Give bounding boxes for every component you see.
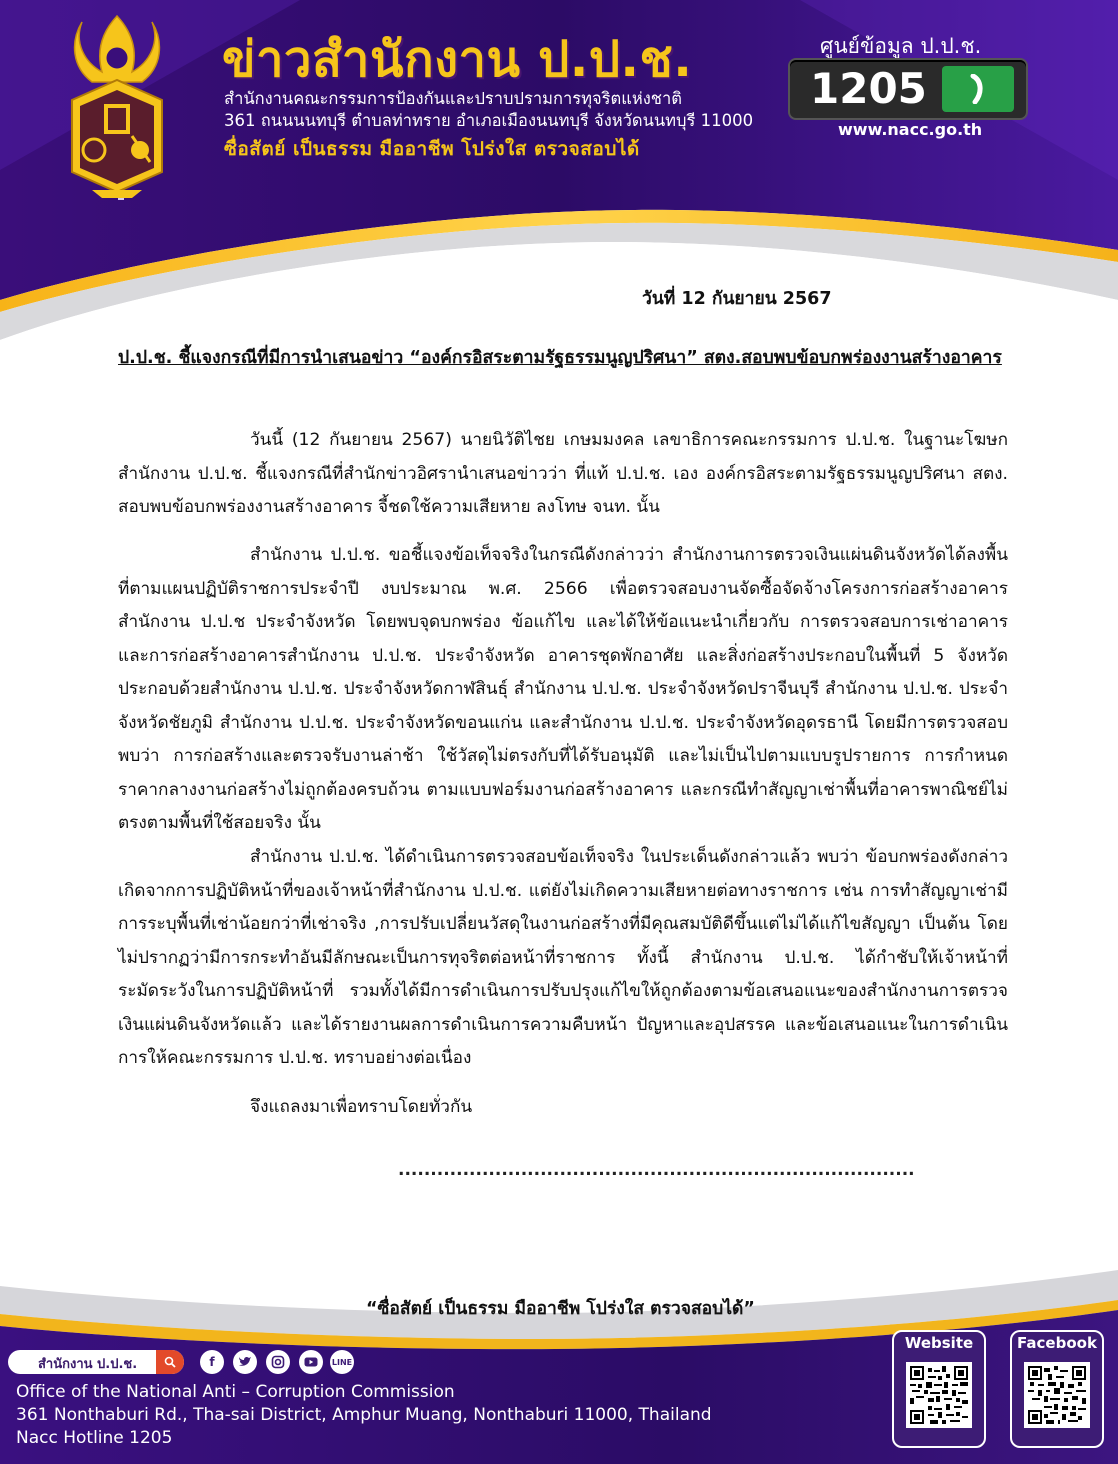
phone-icon	[942, 66, 1014, 112]
closing-line: จึงแถลงมาเพื่อทราบโดยทั่วกัน	[250, 1097, 473, 1117]
document-date: วันที่ 12 กันยายน 2567	[642, 289, 832, 309]
document-headline: ป.ป.ช. ชี้แจงกรณีที่มีการนำเสนอข่าว “องค์กรอิสระตามรัฐธรรมนูญปริศนา” สตง.สอบพบข้อบกพร่องงานสร้างอาคาร	[118, 348, 1002, 368]
footer-org-english: Office of the National Anti – Corruption Commission	[16, 1382, 455, 1402]
paragraph-3	[118, 841, 1008, 1076]
signature-separator: ................................................................................	[398, 1160, 915, 1180]
website-qr-card[interactable]	[892, 1330, 986, 1448]
hotline-number: 1205	[810, 64, 927, 113]
footer-address-english: 361 Nonthaburi Rd., Tha-sai District, Amphur Muang, Nonthaburi 11000, Thailand	[16, 1405, 712, 1425]
search-icon[interactable]	[156, 1350, 184, 1374]
paragraph-3-text: สำนักงาน ป.ป.ช. ได้ดำเนินการตรวจสอบข้อเท็จจริง ในประเด็นดังกล่าวแล้ว พบว่า ข้อบกพร่องดังกล่าวเกิดจากการปฏิบัติหน้าที่ของเจ้าหน้าที่สำนักงาน ป.ป.ช. แต่ยังไม่เกิดความเสียหายต่อทางราชการ เช่น การทำสัญญาเช่ามีการระบุพื้นที่เช่าน้อยกว่าที่เช่าจริง ,การปรับเปลี่ยนวัสดุในงานก่อสร้างที่มีคุณสมบัติดีขึ้นแต่ไม่ได้แก้ไขสัญญา เป็นต้น โดยไม่ปรากฏว่ามีการกระทำอันมีลักษณะเป็นการทุจริตต่อหน้าที่ราชการ ทั้งนี้ สำนักงาน ป.ป.ช. ได้กำชับให้เจ้าหน้าที่ระมัดระวังในการปฏิบัติหน้าที่ รวมทั้งได้มีการดำเนินการปรับปรุงแก้ไขให้ถูกต้องตามข้อเสนอแนะของสำนักงานการตรวจเงินแผ่นดินจังหวัดแล้ว และได้รายงานผลการดำเนินการความคืบหน้า ปัญหาและอุปสรรค และข้อเสนอแนะในการดำเนินการให้คณะกรรมการ ป.ป.ช. ทราบอย่างต่อเนื่อง	[118, 847, 1008, 1068]
nacc-emblem-logo	[62, 12, 172, 202]
footer-slogan: “ซื่อสัตย์ เป็นธรรม มืออาชีพ โปร่งใส ตรวจสอบได้”	[366, 1299, 755, 1319]
facebook-icon[interactable]: f	[200, 1350, 224, 1374]
footer-search-label: สำนักงาน ป.ป.ช.	[38, 1357, 138, 1372]
website-qr-code-icon	[906, 1362, 972, 1428]
header-website: www.nacc.go.th	[838, 120, 983, 139]
info-center-label: ศูนย์ข้อมูล ป.ป.ช.	[820, 34, 982, 58]
twitter-icon[interactable]	[233, 1350, 257, 1374]
header-title: ข่าวสำนักงาน ป.ป.ช.	[222, 31, 693, 88]
instagram-icon[interactable]	[266, 1350, 290, 1374]
facebook-qr-label: Facebook	[1017, 1334, 1097, 1352]
paragraph-1	[118, 424, 1008, 525]
hotline-badge	[790, 60, 1026, 118]
footer-hotline: Nacc Hotline 1205	[16, 1428, 173, 1448]
footer-search-box[interactable]	[8, 1350, 184, 1374]
line-icon[interactable]: LINE	[330, 1350, 354, 1374]
paragraph-1-text: วันนี้ (12 กันยายน 2567) นายนิวัติไชย เกษมมงคล เลขาธิการคณะกรรมการ ป.ป.ช. ในฐานะโฆษกสำนักงาน ป.ป.ช. ชี้แจงกรณีที่สำนักข่าวอิศรานำเสนอข่าวว่า ที่แท้ ป.ป.ช. เอง องค์กรอิสระตามรัฐธรรมนูญปริศนา สตง. สอบพบข้อบกพร่องงานสร้างอาคาร จี้ชดใช้ความเสียหาย ลงโทษ จนท. นั้น	[118, 430, 1008, 517]
youtube-icon[interactable]	[299, 1350, 323, 1374]
facebook-qr-code-icon	[1024, 1362, 1090, 1428]
paragraph-2-text: สำนักงาน ป.ป.ช. ขอชี้แจงข้อเท็จจริงในกรณีดังกล่าวว่า สำนักงานการตรวจเงินแผ่นดินจังหวัดได้ลงพื้นที่ตามแผนปฏิบัติราชการประจำปี งบประมาณ พ.ศ. 2566 เพื่อตรวจสอบงานจัดซื้อจัดจ้างโครงการก่อสร้างอาคารสำนักงาน ป.ป.ช ประจำจังหวัด โดยพบจุดบกพร่อง ข้อแก้ไข และได้ให้ข้อแนะนำเกี่ยวกับ การตรวจสอบการเช่าอาคาร และการก่อสร้างอาคารสำนักงาน ป.ป.ช. ประจำจังหวัด อาคารชุดพักอาศัย และสิ่งก่อสร้างประกอบในพื้นที่ 5 จังหวัด ประกอบด้วยสำนักงาน ป.ป.ช. ประจำจังหวัดกาฬสินธุ์ สำนักงาน ป.ป.ช. ประจำจังหวัดปราจีนบุรี สำนักงาน ป.ป.ช. ประจำจังหวัดชัยภูมิ สำนักงาน ป.ป.ช. ประจำจังหวัดขอนแก่น และสำนักงาน ป.ป.ช. ประจำจังหวัดอุดรธานี โดยมีการตรวจสอบพบว่า การก่อสร้างและตรวจรับงานล่าช้า ใช้วัสดุไม่ตรงกับที่ได้รับอนุมัติ และไม่เป็นไปตามแบบรูปรายการ การกำหนดราคากลางงานก่อสร้างไม่ถูกต้องครบถ้วน ตามแบบฟอร์มงานก่อสร้างอาคาร และกรณีทำสัญญาเช่าพื้นที่อาคารพาณิชย์ไม่ตรงตามพื้นที่ใช้สอยจริง นั้น	[118, 545, 1008, 833]
header-address: 361 ถนนนนทบุรี ตำบลท่าทราย อำเภอเมืองนนทบุรี จังหวัดนนทบุรี 11000	[224, 111, 754, 130]
facebook-qr-card[interactable]	[1010, 1330, 1104, 1448]
header-slogan: ซื่อสัตย์ เป็นธรรม มืออาชีพ โปร่งใส ตรวจสอบได้	[224, 138, 640, 160]
emblem-mark	[118, 198, 124, 200]
paragraph-2	[118, 539, 1008, 841]
website-qr-label: Website	[904, 1334, 974, 1352]
header-org-name: สำนักงานคณะกรรมการป้องกันและปราบปรามการทุจริตแห่งชาติ	[224, 89, 682, 108]
